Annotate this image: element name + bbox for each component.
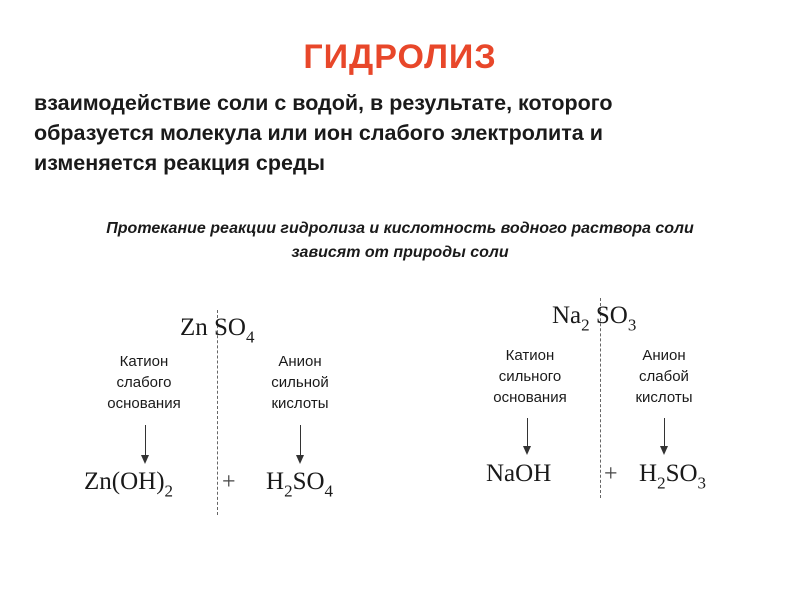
subtitle-line-1: Протекание реакции гидролиза и кислотность водного раствора соли	[106, 220, 694, 237]
definition-line-3: изменяется реакция среды	[34, 151, 325, 175]
left-cation-arrow	[145, 425, 146, 455]
left-salt-anion-sub: 4	[246, 327, 255, 347]
right-cation-arrow	[527, 418, 528, 446]
right-anion-label: Анион слабой кислоты	[635, 347, 693, 406]
right-cation-label: Катион сильного основания	[493, 347, 567, 406]
left-base-formula: $Zn(OH)_2$	[84, 468, 174, 501]
subtitle-line-2: зависят от природы соли	[291, 244, 509, 261]
definition-line-1: взаимодействие соли с водой, в результате, которого	[34, 91, 613, 115]
page-title: ГИДРОЛИЗ	[303, 38, 497, 76]
left-salt-cation: Zn	[180, 314, 208, 341]
left-salt-formula	[180, 314, 255, 347]
right-salt-formula: $Na_2$ $SO_3$	[552, 302, 637, 335]
right-plus-sign: +	[604, 461, 618, 487]
left-salt-anion: SO	[214, 314, 246, 341]
left-cation-arrowhead	[141, 455, 149, 464]
left-cation-label: Катион слабого основания	[107, 353, 181, 412]
right-anion-arrow	[664, 418, 665, 446]
left-plus-sign: +	[222, 469, 236, 495]
left-acid-formula: $H_2SO_4$	[266, 468, 334, 501]
left-anion-label: Анион сильной кислоты	[271, 353, 329, 412]
left-anion-arrowhead	[296, 455, 304, 464]
right-cation-arrowhead	[523, 446, 531, 455]
left-anion-arrow	[300, 425, 301, 455]
right-base-formula: NaOH	[486, 460, 552, 487]
right-anion-arrowhead	[660, 446, 668, 455]
definition-line-2: образуется молекула или ион слабого электролита и	[34, 121, 603, 145]
right-acid-formula: $H_2SO_3$	[639, 460, 707, 493]
